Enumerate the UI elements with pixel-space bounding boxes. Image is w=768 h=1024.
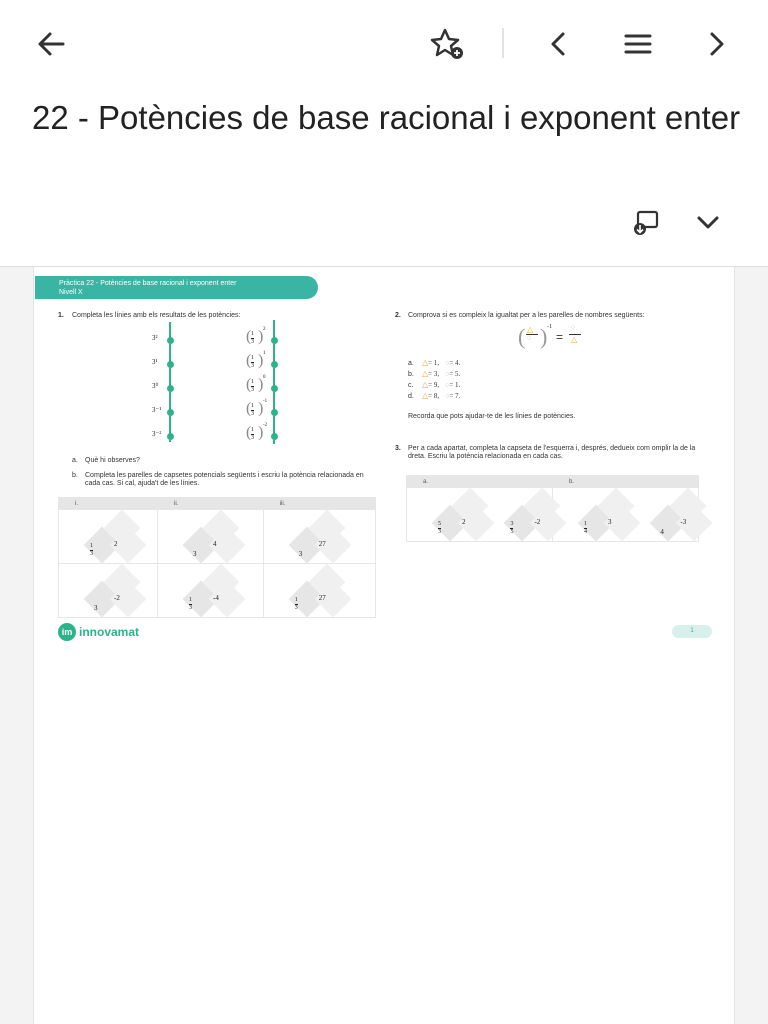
q2-item: [408, 381, 460, 390]
document-actions: [0, 200, 768, 244]
fraction: [251, 379, 254, 394]
fraction: [251, 331, 254, 346]
table-cell: [59, 510, 158, 564]
q2-item-tri-value: = 3,: [428, 370, 440, 378]
line-marker: [271, 409, 278, 416]
table-header: i.: [59, 498, 158, 510]
fraction-denominator: 3: [189, 605, 193, 611]
power-exponent: 2: [263, 327, 266, 332]
logo-mark: im: [58, 623, 76, 641]
power-label: 3⁻²: [152, 430, 162, 438]
top-toolbar: [0, 0, 768, 86]
table-cell: [158, 510, 264, 564]
favorite-button[interactable]: [425, 22, 469, 66]
power-fraction: [246, 376, 268, 398]
q2-item-circ-value: = 7.: [449, 392, 461, 400]
q2-hint: Recorda que pots ajudar-te de les línies de potències.: [408, 413, 576, 420]
triangle-icon: △: [422, 380, 429, 389]
menu-button[interactable]: [616, 22, 660, 66]
arrow-left-icon: [33, 26, 69, 62]
q2-item-label: a.: [408, 360, 414, 367]
fraction-denominator: 3: [251, 363, 254, 369]
q2-item: [408, 359, 460, 368]
table-cell: [552, 488, 625, 542]
logo-text: innovamat: [79, 625, 140, 639]
table-cell: [625, 488, 698, 542]
fraction-numerator: 1: [251, 355, 254, 361]
box-value: 2: [462, 518, 466, 526]
fraction-numerator: 1: [251, 403, 254, 409]
paren-right: ): [258, 328, 264, 345]
download-button[interactable]: [624, 200, 668, 244]
power-exponent: -2: [263, 423, 268, 428]
line-marker: [271, 433, 278, 440]
q2-item-label: d.: [408, 393, 414, 400]
q2-item-label: c.: [408, 382, 414, 389]
fraction: [584, 521, 587, 536]
box-value: 27: [318, 540, 326, 548]
menu-icon: [620, 26, 656, 62]
fraction-numerator: 1: [251, 331, 254, 337]
fraction-numerator: 1: [583, 521, 587, 527]
paren-left: (: [246, 352, 252, 369]
table-cell: [479, 488, 552, 542]
q2-item-circ-value: = 5.: [449, 370, 461, 378]
table-cell: [407, 488, 480, 542]
star-add-icon: [427, 24, 467, 64]
line-marker: [271, 385, 278, 392]
circle-icon: ○: [445, 360, 450, 367]
box-base: 3: [193, 550, 197, 558]
worksheet-banner: [35, 276, 318, 299]
q2-item-circ-value: = 1.: [449, 381, 461, 389]
fraction-denominator: 3: [90, 551, 93, 557]
expand-button[interactable]: [686, 200, 730, 244]
download-icon: [628, 204, 664, 240]
box-base: 3: [94, 604, 98, 612]
paren-left: (: [246, 328, 252, 345]
fraction-denominator: 3: [251, 435, 254, 441]
fraction: [251, 403, 254, 418]
paren-left: (: [246, 424, 252, 441]
power-fraction: [246, 400, 268, 422]
box-value: 3: [607, 518, 612, 526]
chevron-left-icon: [541, 26, 577, 62]
q2-item-circ-value: = 4.: [449, 359, 461, 367]
box-value: -4: [213, 594, 219, 602]
line-marker: [167, 361, 174, 368]
power-exponent: 1: [263, 351, 266, 356]
box-value: 4: [213, 540, 217, 548]
table-cell: [263, 564, 375, 618]
fraction: [295, 597, 298, 612]
fraction-numerator: 5: [438, 521, 441, 527]
circle-icon: ○: [445, 382, 450, 389]
fraction: [251, 355, 254, 370]
document-viewer[interactable]: [0, 267, 768, 1024]
document-page: [33, 267, 735, 1024]
q2-item: [408, 370, 460, 379]
chevron-right-icon: [698, 26, 734, 62]
fraction-denominator: 3: [251, 387, 254, 393]
paren-left: (: [246, 376, 252, 393]
page-number-badge: 1: [672, 625, 712, 638]
fraction: [189, 597, 192, 612]
box-value: -2: [534, 518, 541, 526]
triangle-icon: △: [422, 358, 429, 367]
line-marker: [167, 337, 174, 344]
q3-number: 3.: [395, 445, 401, 452]
fraction-numerator: 1: [251, 427, 254, 433]
power-label: 3⁰: [152, 382, 159, 390]
q2-item-tri-value: = 8,: [428, 392, 440, 400]
qa-label: a.: [72, 457, 78, 464]
qa-text: Què hi observes?: [85, 457, 140, 464]
paren-right: ): [258, 400, 264, 417]
paren-left: (: [246, 400, 252, 417]
power-label: 3¹: [152, 358, 158, 366]
circle-icon: ○: [445, 393, 450, 400]
fraction: [510, 521, 513, 536]
paren-right: ): [258, 376, 264, 393]
paren-right: ): [258, 352, 264, 369]
triangle-icon: △: [422, 391, 429, 400]
line-marker: [167, 433, 174, 440]
table-cell: [158, 564, 264, 618]
table-q3: [406, 475, 699, 542]
line-marker: [271, 361, 278, 368]
power-fraction: [246, 352, 268, 374]
toolbar-divider: [502, 28, 504, 58]
line-marker: [271, 337, 278, 344]
box-base: 4: [660, 528, 664, 536]
table-header: ii.: [158, 498, 264, 510]
q1-text: Completa les línies amb els resultats de les potències:: [72, 312, 241, 319]
fraction-numerator: 3: [510, 521, 514, 527]
innovamat-logo: [58, 623, 139, 641]
table-cell: [263, 510, 375, 564]
equation-exponent: -1: [547, 324, 552, 330]
banner-level: Nivell X: [59, 289, 83, 296]
power-exponent: -1: [263, 399, 268, 404]
previous-button[interactable]: [537, 22, 581, 66]
q2-item: [408, 392, 460, 401]
q2-item-tri-value: = 9,: [428, 381, 440, 389]
power-label: 3²: [152, 334, 158, 342]
fraction-denominator: 3: [438, 529, 441, 535]
table-header: iii.: [263, 498, 375, 510]
next-button[interactable]: [694, 22, 738, 66]
table-header: b.: [552, 476, 698, 488]
box-base: 3: [298, 550, 303, 558]
fraction-numerator: 1: [251, 379, 254, 385]
power-fraction: [246, 328, 268, 350]
box-value: 2: [114, 540, 118, 548]
q2-item-label: b.: [408, 371, 414, 378]
fraction-denominator: 3: [294, 605, 298, 611]
q2-number: 2.: [395, 312, 401, 319]
line-marker: [167, 409, 174, 416]
fraction-numerator: 1: [189, 597, 193, 603]
fraction-denominator: 5: [510, 529, 514, 535]
power-exponent: 0: [263, 375, 266, 380]
fraction-denominator: 3: [251, 411, 254, 417]
table-cell: [59, 564, 158, 618]
qb-text: Completa les parelles de capsetes potencials següents i escriu la potència relacionada en cada cas. Si cal, ajuda't de les línies.: [85, 472, 364, 487]
fraction-numerator: 1: [294, 597, 298, 603]
fraction: [251, 427, 254, 442]
fraction-denominator: 3: [251, 339, 254, 345]
back-button[interactable]: [29, 22, 73, 66]
q2-item-tri-value: = 1,: [428, 359, 440, 367]
box-value: -3: [680, 518, 687, 526]
table-header: a.: [407, 476, 553, 488]
equation: ( △ ○ ) -1 = ○ △: [518, 322, 588, 352]
chevron-down-icon: [690, 204, 726, 240]
banner-title: Pràctica 22 - Potències de base racional i exponent enter: [59, 280, 237, 287]
q1-number: 1.: [58, 312, 64, 319]
table-q1b: [58, 497, 376, 618]
line-marker: [167, 385, 174, 392]
fraction-denominator: 4: [583, 529, 587, 535]
page-title: 22 - Potències de base racional i exponent enter: [32, 99, 741, 136]
box-value: 27: [318, 594, 326, 602]
q2-text: Comprova si es compleix la igualtat per a les parelles de nombres següents:: [408, 312, 645, 319]
power-label: 3⁻¹: [152, 406, 162, 414]
circle-icon: ○: [445, 371, 450, 378]
qb-label: b.: [72, 472, 78, 479]
fraction: [90, 543, 93, 558]
triangle-icon: △: [422, 369, 429, 378]
fraction-numerator: 1: [90, 543, 93, 549]
paren-right: ): [258, 424, 264, 441]
fraction: [438, 521, 441, 536]
q3-text: Per a cada apartat, completa la capseta de l'esquerra i, després, dedueix com omplir la de la dreta. Escriu la potència relacionada en cada cas.: [408, 445, 696, 460]
power-fraction: [246, 424, 268, 446]
box-value: -2: [114, 594, 120, 602]
